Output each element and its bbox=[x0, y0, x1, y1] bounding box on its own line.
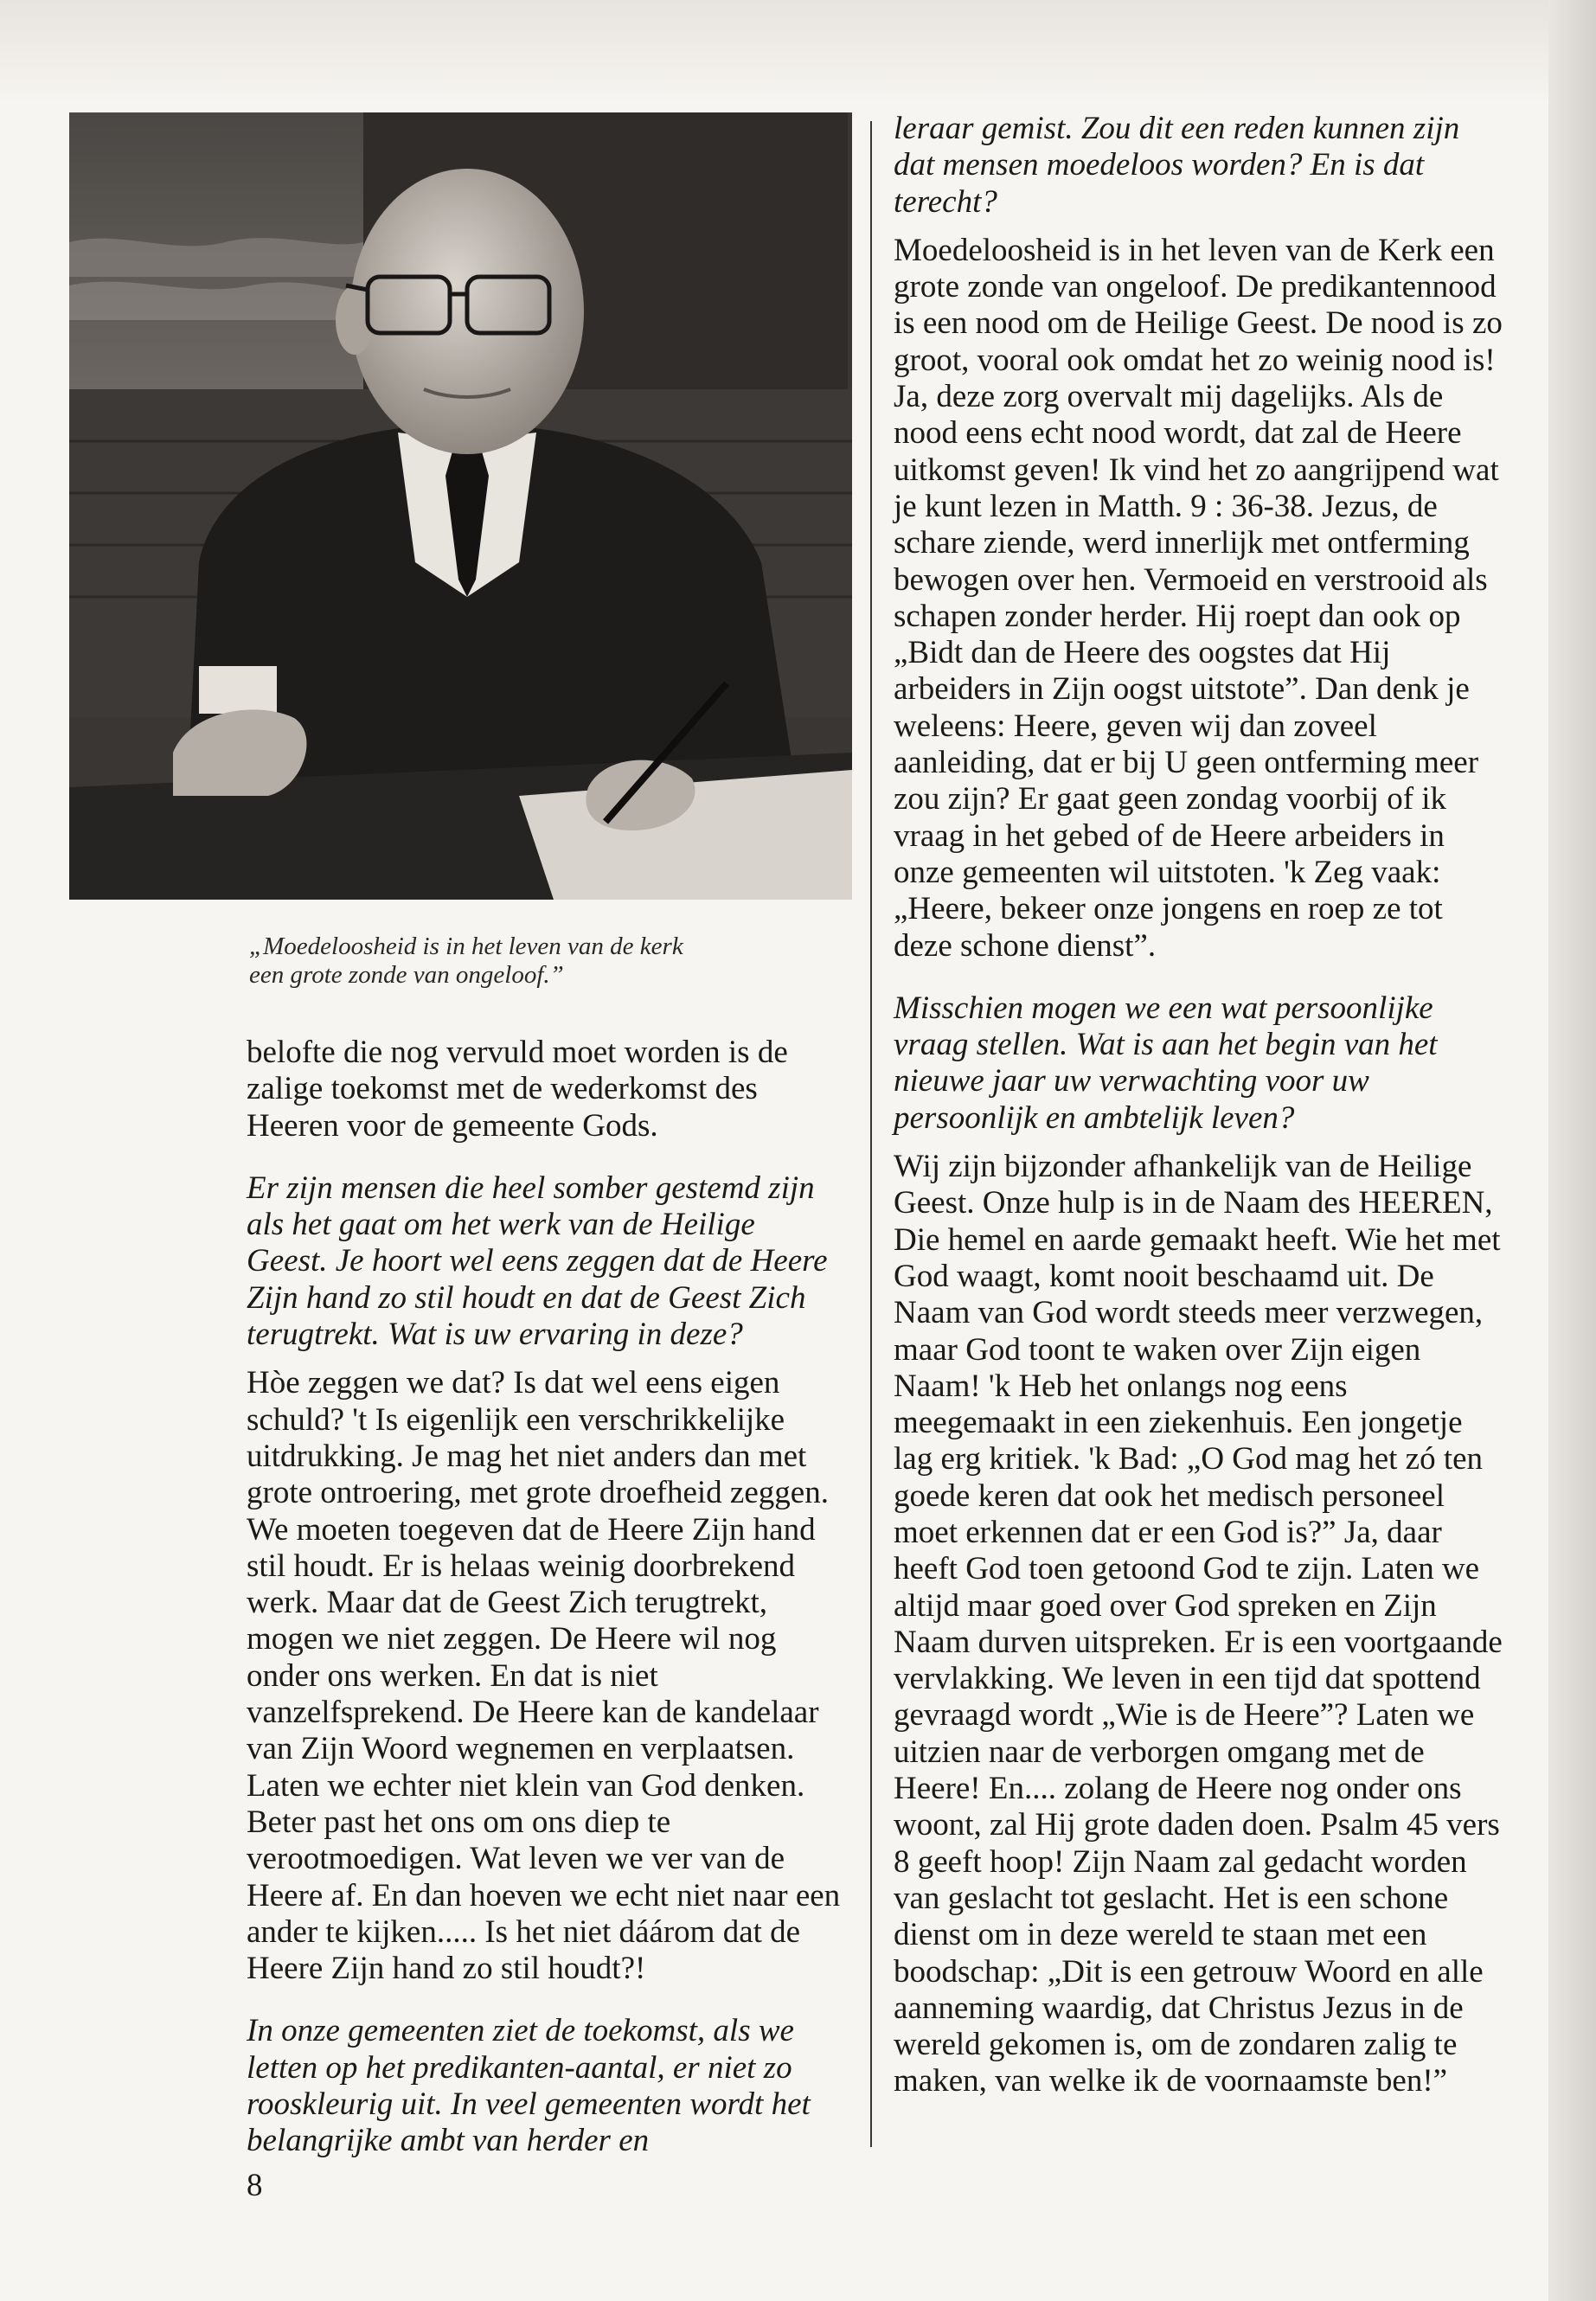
photo-caption bbox=[249, 933, 820, 990]
interview-question: Er zijn mensen die heel somber gestemd zijn als het gaat om het werk van de Heilige Geest. Je hoort wel eens zeggen dat de Heere Zijn hand zo stil houdt en dat de Geest Zich terugtrekt. Wat is uw ervaring in deze? bbox=[247, 1170, 828, 1353]
interview-question: Misschien mogen we een wat persoonlijke vraag stellen. Wat is aan het begin van het nieuwe jaar uw verwachting voor uw persoonlijk en ambtelijk leven? bbox=[894, 990, 1438, 1136]
interview-answer: Wij zijn bijzonder afhankelijk van de Heilige Geest. Onze hulp is in de Naam des HEEREN, Die hemel en aarde gemaakt heeft. Wie het met God waagt, komt nooit beschaamd uit. De Naam van God wordt steeds meer verzwegen, maar God toont te waken over Zijn eigen Naam! 'k Heb het onlangs nog eens meegemaakt in een ziekenhuis. Een jongetje lag erg kritiek. 'k Bad: „O God mag het zó ten goede keren dat ook het medisch personeel moet erkennen dat er een God is?” Ja, daar heeft God toen getoond God te zijn. Laten we altijd maar goed over God spreken en Zijn Naam durven uitspreken. Er is een voortgaande vervlakking. We leven in een tijd dat spottend gevraagd wordt „Wie is de Heere”? Laten we uitzien naar de verborgen omgang met de Heere! En.... zolang de Heere nog onder ons woont, zal Hij grote daden doen. Psalm 45 vers 8 geeft hoop! Zijn Naam zal gedacht worden van geslacht tot geslacht. Het is een schone dienst om in deze wereld te staan met een boodschap: „Dit is een getrouw Woord en alle aanneming waardig, dat Christus Jezus in de wereld gekomen is, om de zondaren zalig te maken, van welke ik de voornaamste ben!” bbox=[894, 1149, 1503, 2099]
interview-answer: Moedeloosheid is in het leven van de Kerk een grote zonde van ongeloof. De predikantennood is een nood om de Heilige Geest. De nood is zo groot, vooral ook omdat het zo weinig nood is! Ja, deze zorg overvalt mij dagelijks. Als de nood eens echt nood wordt, dat zal de Heere uitkomst geven! Ik vind het zo aangrijpend wat je kunt lezen in Matth. 9 : 36-38. Jezus, de schare ziende, werd innerlijk met ontferming bewogen over hen. Vermoeid en verstrooid als schapen zonder herder. Hij roept dan ook op „Bidt dan de Heere des oogstes dat Hij arbeiders in Zijn oogst uitstote”. Dan denk je weleens: Heere, geven wij dan zoveel aanleiding, dat er bij U geen ontferming meer zou zijn? Er gaat geen zondag voorbij of ik vraag in het gebed of de Heere arbeiders in onze gemeenten wil uitstoten. 'k Zeg vaak: „Heere, bekeer onze jongens en roep ze tot deze schone dienst”. bbox=[894, 232, 1503, 964]
interview-question: In onze gemeenten ziet de toekomst, als we letten op het predikanten-aantal, er niet zo rooskleurig uit. In veel gemeenten wordt het belangrijke ambt van herder en bbox=[247, 2013, 811, 2159]
right-column bbox=[894, 111, 1503, 2112]
column-divider bbox=[870, 121, 872, 2147]
page-edge bbox=[1548, 0, 1596, 2301]
page-number: 8 bbox=[247, 2168, 263, 2203]
left-paragraph-1: belofte die nog vervuld moet worden is de zalige toekomst met de wederkomst des Heeren voor de gemeente Gods. bbox=[247, 1035, 788, 1144]
portrait-photo-icon bbox=[69, 112, 852, 900]
interview-question: leraar gemist. Zou dit een reden kunnen zijn dat mensen moedeloos worden? En is dat terecht? bbox=[894, 111, 1460, 220]
page-top-shade bbox=[0, 0, 1548, 104]
caption-line-2: een grote zonde van ongeloof.” bbox=[249, 961, 564, 989]
interview-answer: Hòe zeggen we dat? Is dat wel eens eigen schuld? 't Is eigenlijk een verschrikkelijke uitdrukking. Je mag het niet anders dan met grote ontroering, met grote droefheid zeggen. We moeten toegeven dat de Heere Zijn hand stil houdt. Er is helaas weinig doorbrekend werk. Maar dat de Geest Zich terugtrekt, mogen we niet zeggen. De Heere wil nog onder ons werken. En dat is niet vanzelfsprekend. De Heere kan de kandelaar van Zijn Woord wegnemen en verplaatsen. Laten we echter niet klein van God denken. Beter past het ons om ons diep te verootmoedigen. Wat leven we ver van de Heere af. En dan hoeven we echt niet naar een ander te kijken..... Is het niet dáárom dat de Heere Zijn hand zo stil houdt?! bbox=[247, 1365, 841, 1987]
caption-line-1: „Moedeloosheid is in het leven van de kerk bbox=[249, 933, 683, 960]
portrait-photo bbox=[69, 112, 852, 900]
left-column bbox=[247, 1035, 843, 2172]
